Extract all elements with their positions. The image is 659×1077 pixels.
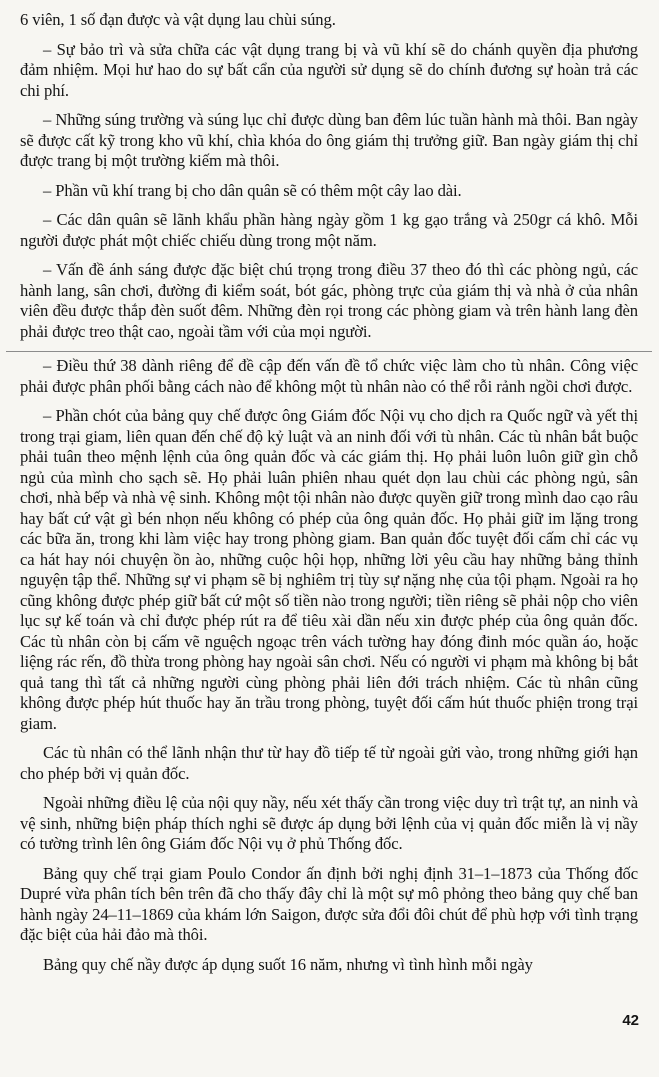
text-paragraph: 6 viên, 1 số đạn được và vật dụng lau chùi súng.	[20, 10, 336, 29]
page-fold-line	[6, 351, 652, 352]
text-paragraph: Bảng quy chế nầy được áp dụng suốt 16 năm, nhưng vì tình hình mỗi ngày	[43, 954, 533, 974]
text-paragraph: – Phần vũ khí trang bị cho dân quân sẽ có thêm một cây lao dài.	[43, 180, 462, 200]
text-paragraph: – Các dân quân sẽ lãnh khẩu phần hàng ngày gồm 1 kg gạo trắng và 250gr cá khô. Mỗi người được phát một chiếc chiếu dùng trong một năm.	[20, 210, 638, 250]
text-paragraph: – Vấn đề ánh sáng được đặc biệt chú trọng trong điều 37 theo đó thì các phòng ngủ, các hành lang, sân chơi, đường đi kiểm soát, bót gác, phòng trực của giám thị và nhà ở của nhân viên đều được thắp đèn suốt đêm. Những đèn rọi trong các phòng giam và trên hành lang đèn phải được treo thật cao, ngoài tầm với của mọi người.	[20, 260, 638, 341]
text-paragraph: Các tù nhân có thể lãnh nhận thư từ hay đồ tiếp tế từ ngoài gửi vào, trong những giới hạn cho phép bởi vị quản đốc.	[20, 743, 638, 783]
text-paragraph: – Phần chót của bảng quy chế được ông Giám đốc Nội vụ cho dịch ra Quốc ngữ và yết thị trong trại giam, liên quan đến chế độ kỷ luật và an ninh đối với tù nhân. Các tù nhân bắt buộc phải tuân theo mệnh lệnh của ông quản đốc và các giám thị. Họ phải luôn luôn giữ gìn chỗ ngủ của mình cho sạch sẽ. Họ phải luân phiên nhau quét dọn lau chùi các phòng ngủ, sân chơi, nhà bếp và nhà vệ sinh. Không một tội nhân nào được quyền giữ trong mình dao cạo râu hay bất cứ vật gì bén nhọn nếu không có phép của ông quản đốc. Họ phải giữ im lặng trong các bữa ăn, trong khi làm việc hay trong phòng giam. Ban quản đốc tuyệt đối cấm chỉ các vụ ca hát hay nói chuyện ồn ào, những cuộc hội họp, những lời yêu cầu hay những bảng thỉnh nguyện tập thể. Những sự vi phạm sẽ bị nghiêm trị tùy sự nặng nhẹ của tội phạm. Ngoài ra họ cũng không được phép giữ bất cứ một số tiền nào trong người; tiền riêng sẽ phải nộp cho viên lục sự kế toán và chỉ được phép rút ra để tiêu xài dần nếu xin được phép của ông quản đốc. Các tù nhân còn bị cấm vẽ nguệch ngoạc trên vách tường hay đóng đinh móc quần áo, hoặc liệng rác rến, đồ thừa trong phòng hay ngoài sân chơi. Nếu có người vi phạm mà không bị bắt quả tang thì tất cả những người cùng phòng phải liên đới trách nhiệm. Các tù nhân cũng không được phép hút thuốc hay ăn trầu trong phòng, tuyệt đối cấm hút thuốc phiện trong trại giam.	[20, 406, 638, 733]
text-paragraph: – Sự bảo trì và sửa chữa các vật dụng trang bị và vũ khí sẽ do chánh quyền địa phương đảm nhiệm. Mọi hư hao do sự bất cẩn của người sử dụng sẽ do chính đương sự hoàn trả các chi phí.	[20, 39, 638, 100]
text-paragraph: – Điều thứ 38 dành riêng để đề cập đến vấn đề tổ chức việc làm cho tù nhân. Công việc phải được phân phối bằng cách nào để không một tù nhân nào có thể rỗi rảnh ngồi chơi được.	[20, 356, 638, 396]
text-paragraph: – Những súng trường và súng lục chỉ được dùng ban đêm lúc tuần hành mà thôi. Ban ngày sẽ được cất kỹ trong kho vũ khí, chìa khóa do ông giám thị trưởng giữ. Ban ngày giám thị chỉ được trang bị một trường kiếm mà thôi.	[20, 110, 638, 170]
page-number: 42	[622, 1012, 639, 1029]
text-paragraph: Bảng quy chế trại giam Poulo Condor ấn định bởi nghị định 31–1–1873 của Thống đốc Dupré vừa phân tích bên trên đã cho thấy đây chỉ là một sự mô phỏng theo bảng quy chế ban hành ngày 24–11–1869 của khám lớn Saigon, được sửa đổi đôi chút để phù hợp với tình trạng đặc biệt của hải đảo mà thôi.	[20, 863, 638, 944]
text-paragraph: Ngoài những điều lệ của nội quy nầy, nếu xét thấy cần trong việc duy trì trật tự, an ninh và vệ sinh, những biện pháp thích nghi sẽ được áp dụng bởi lệnh của vị quản đốc miễn là vị nầy có tường trình lên ông Giám đốc Nội vụ ở phủ Thống đốc.	[20, 793, 638, 853]
